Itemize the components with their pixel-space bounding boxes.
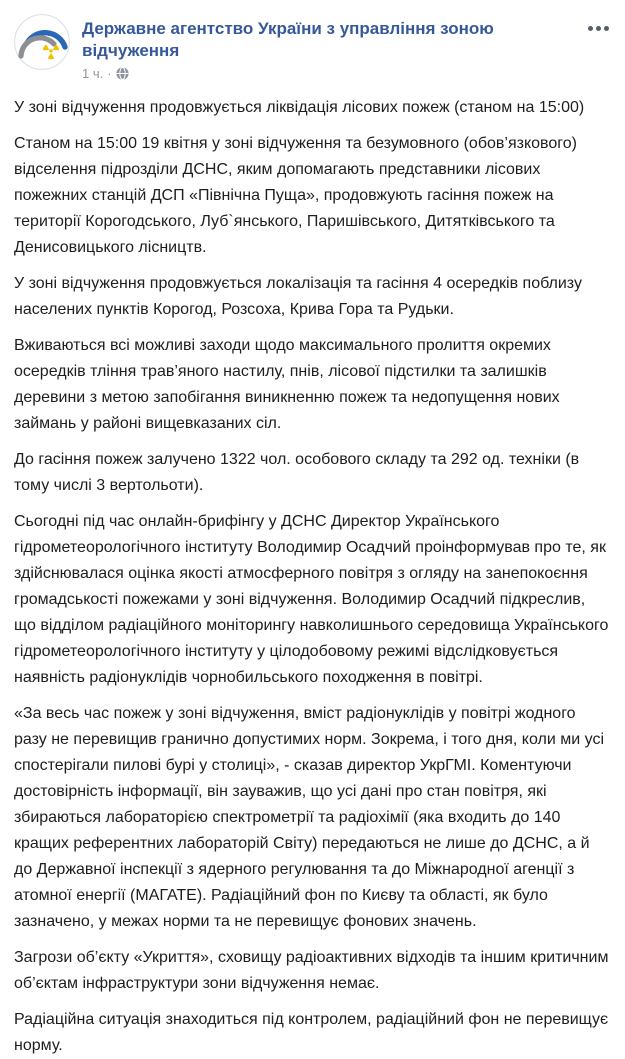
post-paragraph: Радіаційна ситуація знаходиться під контролем, радіаційний фон не перевищує норму.	[14, 1011, 613, 1054]
post-paragraph: Загрози об’єкту «Укриття», сховищу радіоактивних відходів та іншим критичним об’єктам інфраструктури зони відчуження немає.	[14, 949, 613, 992]
ellipsis-icon	[596, 26, 601, 31]
post-meta-row	[82, 65, 569, 82]
ellipsis-icon	[604, 26, 609, 31]
globe-icon	[116, 67, 129, 80]
post-paragraph: У зоні відчуження продовжується ліквідація лісових пожеж (станом на 15:00)	[14, 99, 585, 116]
page-name-link[interactable]: Державне агентство України з управління зоною відчуження	[82, 19, 494, 60]
post-header-text	[82, 18, 613, 82]
post-paragraph: До гасіння пожеж залучено 1322 чол. особового складу та 292 од. техніки (в тому числі 3 вертольоти).	[14, 451, 584, 494]
meta-separator: ·	[107, 66, 112, 81]
agency-arch-radiation-logo-icon	[14, 14, 70, 70]
post-timestamp[interactable]: 1 ч.	[82, 66, 104, 81]
post-paragraph: У зоні відчуження продовжується локалізація та гасіння 4 осередків поблизу населених пунктів Корогод, Розсоха, Крива Гора та Рудьки.	[14, 275, 587, 318]
page-avatar[interactable]	[14, 14, 70, 70]
post-content	[0, 82, 625, 1059]
post-paragraph: Станом на 15:00 19 квітня у зоні відчуження та безумовного (обов’язкового) відселення підрозділи ДСНС, яким допомагають представники лісових пожежних станцій ДСП «Північна Пуща», продовжують гасіння пожеж на території Корогодського, Луб`янського, Паришівського, Дитятківського та Денисовицького лісництв.	[14, 135, 582, 256]
ellipsis-icon	[588, 26, 593, 31]
post-paragraph: «За весь час пожеж у зоні відчуження, вміст радіонуклідів у повітрі жодного разу не перевищив гранично допустимих норм. Зокрема, і того дня, коли ми усі спостерігали пилові бурі у столиці», - сказав директор УкрГМІ. Коментуючи достовірність інформації, він зауважив, що усі дані про стан повітря, які збираються лабораторією спектрометрії та радіохімії (яка входить до 140 кращих референтних лабораторій Світу) передаються не лише до ДСНС, а й до Державної інспекції з ядерного регулювання та до Міжнародної агенції з атомної енергії (МАГАТЕ). Радіаційний фон по Києву та області, як було зазначено, у межах норми та не перевищує фонових значень.	[14, 705, 609, 930]
post-header	[0, 0, 625, 82]
post-paragraph: Сьогодні під час онлайн-брифінгу у ДСНС Директор Українського гідрометеорологічного інституту Володимир Осадчий проінформував про те, як здійснювалася оцінка якості атмосферного повітря з огляду на занепокоєння громадськості пожежами у зоні відчуження. Володимир Осадчий підкреслив, що відділом радіаційного моніторингу навколишнього середовища Українського гідрометеорологічного інституту у цілодобовому режимі відслідковується наявність радіонуклідів чорнобильського походження в повітрі.	[14, 513, 613, 686]
post-paragraph: Вживаються всі можливі заходи щодо максимального пролиття окремих осередків тління трав’яного настилу, пнів, лісової підстилки та залишків деревини з метою запобігання виникненню пожеж та недопущення нових займань у районі вищевказаних сіл.	[14, 337, 565, 432]
post-menu-button[interactable]	[586, 22, 611, 35]
